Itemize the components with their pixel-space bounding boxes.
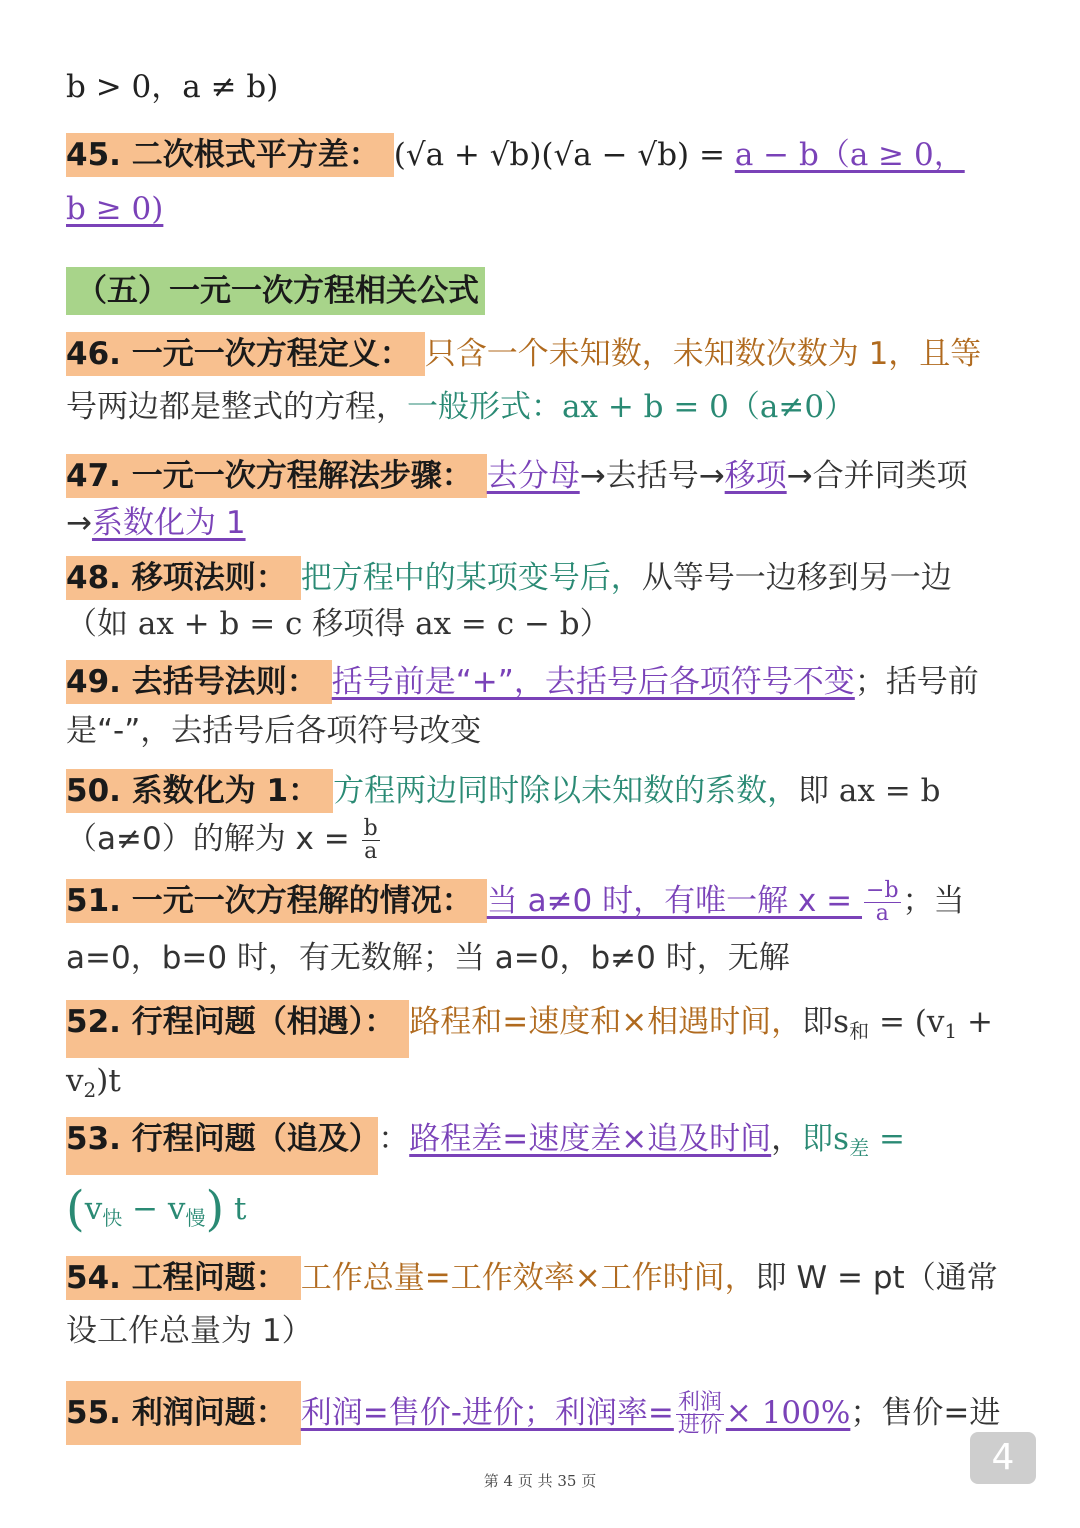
formula-text: ， xyxy=(771,1121,803,1157)
formula-text: 设工作总量为 1） xyxy=(66,1313,313,1349)
formula-45 xyxy=(66,134,965,176)
formula-text: 把方程中的某项变号后， xyxy=(300,560,642,596)
formula-text: × 100% xyxy=(725,1395,851,1431)
subscript: 慢 xyxy=(185,1206,206,1230)
formula-text: ： xyxy=(378,1121,410,1157)
formula-47-cont xyxy=(66,502,246,544)
formula-step: 系数化为 1 xyxy=(91,505,246,541)
formula-text: 一般形式：ax + b = 0（a≠0） xyxy=(407,389,856,425)
formula-text: 是“-”，去括号后各项符号改变 xyxy=(66,713,482,749)
formula-53-cont: $(v_快 - v_慢)$ t xyxy=(66,1181,247,1237)
page-footer: 第 4 页 共 35 页 xyxy=(483,1472,597,1490)
formula-expression: (√a + √b)(√a − √b) = xyxy=(393,137,735,173)
formula-text: v xyxy=(84,1191,103,1227)
formula-49-cont xyxy=(66,710,481,752)
formula-text: 方程两边同时除以未知数的系数， xyxy=(333,773,799,809)
fraction xyxy=(362,818,380,863)
formula-text: ；括号前 xyxy=(854,664,979,700)
line-continuation xyxy=(66,66,278,108)
formula-49 xyxy=(66,661,979,703)
formula-50 xyxy=(66,770,940,812)
fraction-numerator: −b xyxy=(866,878,899,903)
formula-text: v xyxy=(66,1063,84,1099)
formula-text: 即 ax = b xyxy=(798,773,941,809)
formula-label: 50. 系数化为 1： xyxy=(66,769,333,813)
formula-label: 46. 一元一次方程定义： xyxy=(66,332,425,376)
formula-label: 55. 利润问题： xyxy=(66,1381,301,1445)
formula-53 xyxy=(66,1118,905,1169)
formula-label: 49. 去括号法则： xyxy=(66,660,332,704)
subscript: 1 xyxy=(944,1019,958,1043)
formula-51 xyxy=(66,880,965,925)
formula-step: 去分母 xyxy=(486,458,580,494)
fraction-numerator: 利润 xyxy=(677,1390,722,1415)
formula-step: →合并同类项 xyxy=(786,458,968,494)
formula-text: b > 0，a ≠ b) xyxy=(66,69,279,105)
formula-step: → xyxy=(66,505,92,541)
formula-text: ；售价=进 xyxy=(850,1395,1001,1431)
formula-55 xyxy=(66,1392,1000,1437)
formula-text: = (v xyxy=(869,1004,945,1040)
subscript: 2 xyxy=(83,1078,97,1102)
formula-54 xyxy=(66,1257,998,1299)
fraction xyxy=(864,880,901,925)
formula-text: t xyxy=(224,1191,247,1227)
formula-text: = xyxy=(869,1121,905,1157)
section-title: （五）一元一次方程相关公式 xyxy=(66,267,485,315)
formula-text: − v xyxy=(122,1191,186,1227)
formula-text: ；当 xyxy=(902,883,965,919)
formula-step: →去括号→ xyxy=(579,458,725,494)
formula-50-cont xyxy=(66,818,382,863)
formula-label: 52. 行程问题（相遇）： xyxy=(66,1000,409,1058)
formula-text: 即s xyxy=(802,1121,850,1157)
formula-text: 号两边都是整式的方程， xyxy=(66,389,407,425)
formula-text: 工作总量=工作效率×工作时间， xyxy=(300,1260,756,1296)
formula-52 xyxy=(66,1001,993,1052)
subscript: 和 xyxy=(849,1019,870,1043)
formula-text: + xyxy=(957,1004,993,1040)
formula-46-cont xyxy=(66,386,855,428)
formula-45-cont xyxy=(66,188,163,230)
formula-text: 只含一个未知数，未知数次数为 1，且等 xyxy=(424,336,982,372)
formula-text: 当 a≠0 时，有唯一解 x = xyxy=(486,883,863,919)
formula-54-cont xyxy=(66,1310,313,1352)
fraction-denominator: a xyxy=(364,839,378,864)
formula-label: 45. 二次根式平方差： xyxy=(66,133,394,177)
formula-51-cont xyxy=(66,937,790,979)
formula-text: 括号前是“+”，去括号后各项符号不变 xyxy=(331,664,855,700)
fraction-denominator: 进价 xyxy=(677,1413,722,1438)
formula-label: 51. 一元一次方程解的情况： xyxy=(66,879,487,923)
formula-text: 路程和=速度和×相遇时间， xyxy=(409,1004,803,1040)
formula-48-cont xyxy=(66,603,611,645)
formula-46 xyxy=(66,333,981,375)
formula-label: 54. 工程问题： xyxy=(66,1256,301,1300)
formula-text: 利润=售价-进价；利润率= xyxy=(300,1395,674,1431)
formula-text: 从等号一边移到另一边 xyxy=(641,560,952,596)
formula-text: 即 W = pt（通常 xyxy=(755,1260,998,1296)
formula-text: （如 ax + b = c 移项得 ax = c − b） xyxy=(66,606,611,642)
fraction xyxy=(676,1392,724,1437)
formula-52-cont xyxy=(66,1060,121,1111)
formula-text: 路程差=速度差×追及时间 xyxy=(409,1121,772,1157)
formula-text: （a≠0）的解为 x = xyxy=(66,821,360,857)
formula-label: 48. 移项法则： xyxy=(66,556,301,600)
formula-label: 47. 一元一次方程解法步骤： xyxy=(66,454,487,498)
formula-47 xyxy=(66,455,968,497)
formula-result: a − b（a ≥ 0， xyxy=(734,137,965,173)
formula-text: a=0，b=0 时，有无数解；当 a=0，b≠0 时，无解 xyxy=(66,940,790,976)
fraction-numerator: b xyxy=(363,816,378,841)
section-heading xyxy=(66,270,485,312)
formula-step: 移项 xyxy=(724,458,787,494)
formula-48 xyxy=(66,557,952,599)
subscript: 快 xyxy=(102,1206,123,1230)
formula-text: 即s xyxy=(802,1004,850,1040)
subscript: 差 xyxy=(849,1136,870,1160)
fraction-denominator: a xyxy=(875,901,889,926)
formula-label: 53. 行程问题（追及） xyxy=(66,1117,378,1175)
formula-text: )t xyxy=(96,1063,121,1099)
page-number-badge: 4 xyxy=(970,1432,1036,1484)
formula-result: b ≥ 0) xyxy=(66,191,164,227)
